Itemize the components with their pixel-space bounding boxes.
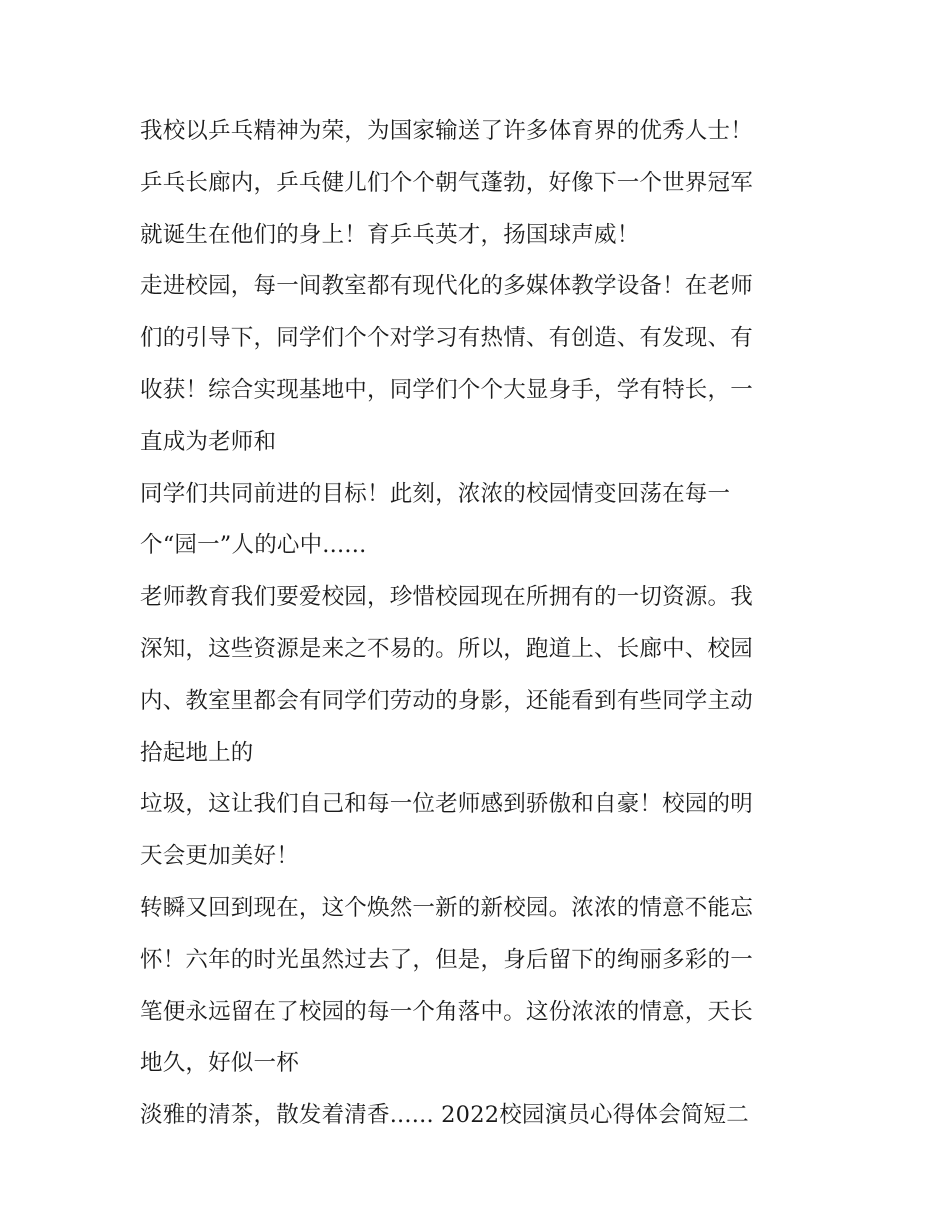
text-line: 淡雅的清茶，散发着清香...... 2022校园演员心得体会简短二 — [140, 1102, 749, 1129]
text-line: 收获！综合实现基地中，同学们个个大显身手，学有特长，一 — [140, 376, 753, 403]
text-line: 们的引导下，同学们个个对学习有热情、有创造、有发现、有 — [140, 325, 753, 352]
text-line: 老师教育我们要爱校园，珍惜校园现在所拥有的一切资源。我 — [140, 584, 753, 611]
text-line: 地久，好似一杯 — [140, 1050, 299, 1077]
text-line: 深知，这些资源是来之不易的。所以，跑道上、长廊中、校园 — [140, 635, 753, 662]
text-line: 我校以乒乓精神为荣，为国家输送了许多体育界的优秀人士！ — [140, 118, 753, 144]
text-line: 垃圾，这让我们自己和每一位老师感到骄傲和自豪！校园的明 — [140, 791, 753, 818]
text-line: 怀！六年的时光虽然过去了，但是，身后留下的绚丽多彩的一 — [140, 946, 753, 973]
text-line: 走进校园，每一间教室都有现代化的多媒体教学设备！在老师 — [140, 273, 753, 300]
text-line: 笔便永远留在了校园的每一个角落中。这份浓浓的情意，天长 — [140, 998, 753, 1025]
body-text — [140, 106, 840, 1142]
text-line: 直成为老师和 — [140, 428, 277, 455]
text-line: 同学们共同前进的目标！此刻，浓浓的校园情变回荡在每一 — [140, 480, 731, 507]
text-line: 拾起地上的 — [140, 739, 254, 766]
text-line: 转瞬又回到现在，这个焕然一新的新校园。浓浓的情意不能忘 — [140, 894, 753, 921]
text-line: 内、教室里都会有同学们劳动的身影，还能看到有些同学主动 — [140, 687, 753, 714]
text-line: 个“园一”人的心中...... — [140, 532, 367, 559]
text-line: 就诞生在他们的身上！育乒乓英才，扬国球声威！ — [140, 221, 640, 248]
text-line: 乒乓长廊内，乒乓健儿们个个朝气蓬勃，好像下一个世界冠军 — [140, 169, 753, 196]
text-line: 天会更加美好！ — [140, 843, 299, 870]
